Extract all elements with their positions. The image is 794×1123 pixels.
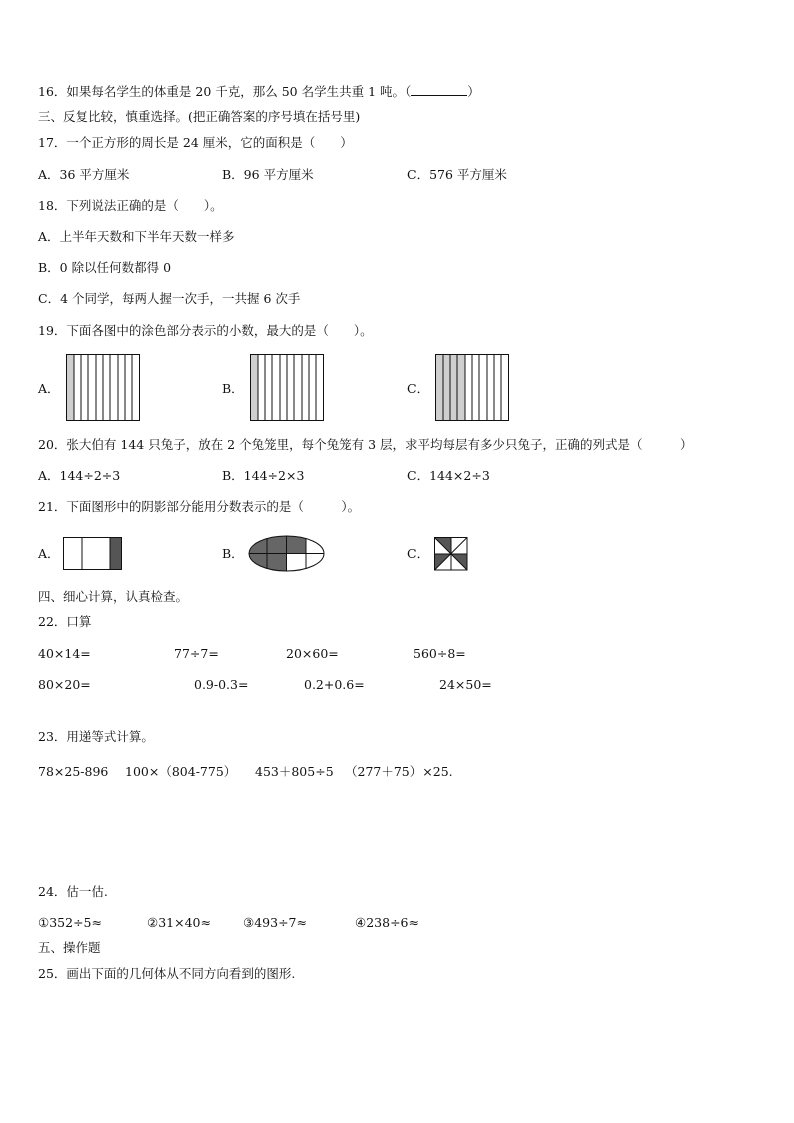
step-calc-4: （277＋75）×25.	[345, 764, 453, 779]
shaded-part	[110, 538, 121, 569]
estimate-1: ①352÷5≈	[38, 915, 102, 930]
step-calc-3: 453＋805÷5	[255, 764, 334, 779]
striped-bar-b-figure	[250, 354, 325, 422]
question-20-option-a: A．144÷2÷3	[38, 468, 121, 483]
question-20-option-c: C．144×2÷3	[407, 468, 490, 483]
question-18-option-a: A．上半年天数和下半年天数一样多	[38, 229, 235, 244]
question-22-title: 22．口算	[38, 614, 92, 629]
question-21-label-c: C．	[407, 546, 430, 561]
square-pinwheel-figure	[434, 537, 468, 571]
question-20-stem: 20．张大伯有 144 只兔子，放在 2 个兔笼里，每个兔笼有 3 层，求平均每层有多少只兔子，正确的列式是（ ）	[38, 437, 693, 452]
question-23-title: 23．用递等式计算。	[38, 729, 154, 744]
section-3-heading: 三、反复比较，慎重选择。(把正确答案的序号填在括号里)	[38, 109, 361, 124]
question-19-figure-c	[435, 354, 510, 422]
step-calc-2: 100×（804-775）	[125, 764, 237, 779]
question-24-title: 24．估一估.	[38, 884, 108, 899]
question-21-figure-a	[63, 537, 123, 571]
question-18-option-c: C．4 个同学，每两人握一次手，一共握 6 次手	[38, 291, 301, 306]
estimate-4: ④238÷6≈	[355, 915, 419, 930]
question-21-label-b: B．	[222, 546, 244, 561]
oral-calc-4: 560÷8=	[413, 646, 466, 661]
question-20-option-b: B．144÷2×3	[222, 468, 305, 483]
oral-calc-3: 20×60=	[286, 646, 339, 661]
ellipse-figure	[248, 535, 326, 573]
shaded-strip	[67, 355, 74, 421]
question-21-figure-c	[434, 537, 468, 571]
estimate-3: ③493÷7≈	[243, 915, 307, 930]
question-19-stem: 19．下面各图中的涂色部分表示的小数，最大的是（ ）。	[38, 323, 373, 338]
answer-blank[interactable]	[411, 84, 467, 96]
oral-calc-1: 40×14=	[38, 646, 91, 661]
question-17-option-b: B．96 平方厘米	[222, 167, 314, 182]
oral-calc-6: 0.9-0.3=	[194, 677, 249, 692]
question-16-close: ）	[467, 84, 480, 99]
question-19-label-a: A．	[38, 381, 60, 396]
striped-bar-c-figure	[435, 354, 510, 422]
question-18-stem: 18．下列说法正确的是（ ）。	[38, 198, 223, 213]
step-calc-1: 78×25-896	[38, 764, 109, 779]
question-16-text: 16．如果每名学生的体重是 20 千克，那么 50 名学生共重 1 吨。（	[38, 84, 412, 99]
oral-calc-5: 80×20=	[38, 677, 91, 692]
estimate-2: ②31×40≈	[147, 915, 211, 930]
question-16	[38, 84, 480, 100]
question-18-option-b: B．0 除以任何数都得 0	[38, 260, 172, 275]
question-21-label-a: A．	[38, 546, 60, 561]
question-19-figure-a	[66, 354, 141, 422]
question-19-label-b: B．	[222, 381, 244, 396]
striped-bar-a-figure	[66, 354, 141, 422]
question-19-figure-b	[250, 354, 325, 422]
section-5-heading: 五、操作题	[38, 940, 101, 955]
shaded-strip	[251, 355, 258, 421]
oral-calc-2: 77÷7=	[174, 646, 219, 661]
rectangle-figure	[63, 537, 123, 571]
question-21-stem: 21．下面图形中的阴影部分能用分数表示的是（ ）。	[38, 499, 361, 514]
question-17-option-a: A．36 平方厘米	[38, 167, 130, 182]
question-17-option-c: C．576 平方厘米	[407, 167, 507, 182]
question-17-stem: 17．一个正方形的周长是 24 厘米，它的面积是（ ）	[38, 135, 353, 150]
oral-calc-7: 0.2+0.6=	[304, 677, 365, 692]
question-25: 25．画出下面的几何体从不同方向看到的图形.	[38, 966, 296, 981]
question-19-label-c: C．	[407, 381, 430, 396]
section-4-heading: 四、细心计算，认真检查。	[38, 589, 189, 604]
oral-calc-8: 24×50=	[439, 677, 492, 692]
question-21-figure-b	[248, 535, 326, 573]
